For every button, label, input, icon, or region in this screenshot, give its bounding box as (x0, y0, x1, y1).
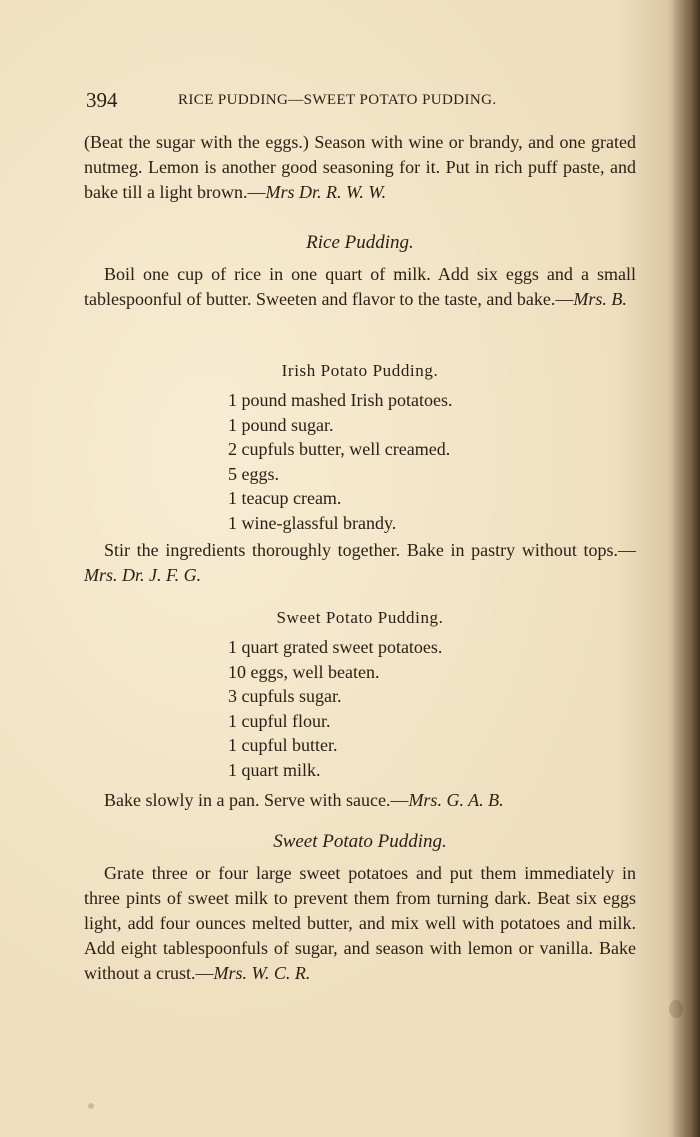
ingredient-item: 1 cupful butter. (228, 735, 338, 756)
rice-pudding-text: Boil one cup of rice in one quart of milk. Add six eggs and a small tablespoonful of butter. Sweeten and flavor to the taste, and bake.— (84, 264, 636, 309)
sweet-potato-2-text: Grate three or four large sweet potatoes and put them immediately in three pints of sweet milk to prevent them from turning dark. Beat six eggs light, add four ounces melted butter, and mix well with potatoes and milk. Add eight tablespoonfuls of sugar, and season with lemon or vanilla. Bake without a crust.— (84, 863, 636, 983)
sweet-potato-ingredients (228, 635, 548, 783)
irish-potato-pudding-title: Irish Potato Pudding. (281, 361, 439, 380)
page-number: 394 (86, 88, 118, 112)
sweet-potato-2-signature: Mrs. W. C. R. (213, 963, 311, 983)
ingredient-item: 1 cupful flour. (228, 710, 331, 731)
sweet-potato-paragraph (84, 788, 636, 813)
ingredient-item: 2 cupfuls butter, well creamed. (228, 439, 451, 460)
ingredient-item: 1 pound sugar. (228, 414, 334, 435)
sweet-potato-pudding-title: Sweet Potato Pudding. (276, 608, 444, 627)
sweet-potato-signature: Mrs. G. A. B. (408, 790, 504, 810)
ingredient-item: 1 pound mashed Irish potatoes. (228, 390, 453, 410)
ingredient-item: 1 wine-glassful brandy. (228, 512, 397, 533)
irish-potato-text: Stir the ingredients thoroughly together. Bake in pastry without tops.— (104, 540, 636, 560)
sweet-potato-text: Bake slowly in a pan. Serve with sauce.— (104, 790, 409, 810)
sweet-potato-pudding-2-title: Sweet Potato Pudding. (273, 831, 447, 852)
running-head: RICE PUDDING—SWEET POTATO PUDDING. (178, 92, 497, 108)
ingredient-item: 1 quart milk. (228, 759, 321, 780)
ingredient-item: 10 eggs, well beaten. (228, 661, 380, 682)
continuation-text: (Beat the sugar with the eggs.) Season with wine or brandy, and one grated nutmeg. Lemon is another good seasoning for it. Put in rich puff paste, and bake till a light brown.— (84, 132, 636, 202)
ingredient-item: 3 cupfuls sugar. (228, 686, 342, 707)
rice-pudding-title: Rice Pudding. (306, 232, 414, 253)
book-binding-shadow (668, 0, 700, 1137)
sweet-potato-2-paragraph (84, 861, 636, 986)
irish-potato-ingredients (228, 388, 548, 536)
continuation-signature: Mrs Dr. R. W. W. (265, 182, 387, 202)
rice-pudding-paragraph (84, 262, 636, 312)
ingredient-item: 1 quart grated sweet potatoes. (228, 637, 443, 657)
continuation-paragraph (84, 130, 636, 205)
ingredient-item: 1 teacup cream. (228, 488, 342, 509)
ingredient-item: 5 eggs. (228, 463, 279, 484)
paper-stain (88, 1103, 94, 1109)
irish-potato-paragraph (84, 538, 636, 588)
irish-potato-signature: Mrs. Dr. J. F. G. (84, 565, 202, 585)
rice-pudding-signature: Mrs. B. (573, 289, 627, 309)
page-header (86, 88, 656, 114)
